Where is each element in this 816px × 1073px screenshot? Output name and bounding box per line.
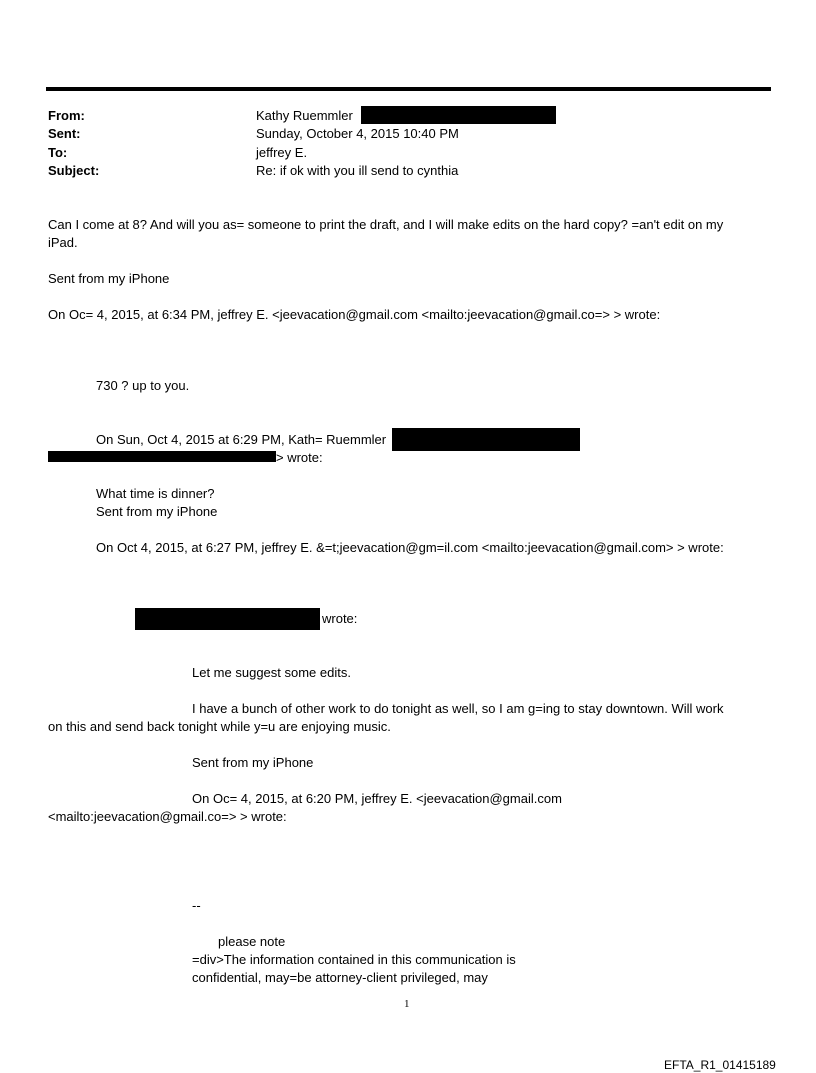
quote-header-4-line2: <mailto:jeevacation@gmail.co=> > wrote: [48, 809, 287, 824]
quote-header-2-line1: On Sun, Oct 4, 2015 at 6:29 PM, Kath= Ruemmler [96, 432, 387, 447]
signature-dash: -- [192, 898, 201, 913]
subject-value: Re: if ok with you ill send to cynthia [256, 163, 459, 178]
subject-label: Subject: [48, 163, 100, 178]
document-id-footer: EFTA_R1_01415189 [664, 1058, 776, 1072]
sent-value: Sunday, October 4, 2015 10:40 PM [256, 126, 459, 141]
disclaimer-line1: =div>The information contained in this communication is [192, 952, 516, 967]
sent-label: Sent: [48, 126, 81, 141]
body-p1-line1: Can I come at 8? And will you as= someone to print the draft, and I will make edits on the hard copy? =an't edit on my [48, 217, 724, 232]
quote-header-redacted-wrote: wrote: [322, 611, 358, 626]
sent-from-iphone-1: Sent from my iPhone [48, 271, 170, 286]
work-tonight-line1: I have a bunch of other work to do tonight as well, so I am g=ing to stay downtown. Will work [192, 701, 724, 716]
reply-730: 730 ? up to you. [96, 378, 190, 393]
suggest-edits-line: Let me suggest some edits. [192, 665, 351, 680]
please-note: please note [218, 934, 286, 949]
work-tonight-line2: on this and send back tonight while y=u are enjoying music. [48, 719, 391, 734]
redaction-sender-name [135, 608, 320, 630]
sent-from-iphone-2: Sent from my iPhone [96, 504, 218, 519]
redaction-ruemmler-email-2 [48, 451, 276, 462]
quote-header-4-line1: On Oc= 4, 2015, at 6:20 PM, jeffrey E. <jeevacation@gmail.com [192, 791, 562, 806]
quote-header-1: On Oc= 4, 2015, at 6:34 PM, jeffrey E. <jeevacation@gmail.com <mailto:jeevacation@gmail.co=> > wrote: [48, 307, 661, 322]
disclaimer-line2: confidential, may=be attorney-client privileged, may [192, 970, 488, 985]
redaction-from-email [361, 106, 556, 124]
page-number: 1 [404, 998, 410, 1010]
header-rule [46, 87, 771, 91]
quote-header-3: On Oct 4, 2015, at 6:27 PM, jeffrey E. &=t;jeevacation@gm=il.com <mailto:jeevacation@gmail.com> > wrote: [96, 540, 724, 555]
from-label: From: [48, 108, 85, 123]
to-value: jeffrey E. [256, 145, 308, 160]
from-value: Kathy Ruemmler [256, 108, 353, 123]
redaction-ruemmler-email-1 [392, 428, 580, 451]
quote-header-2-line2: > wrote: [276, 450, 323, 465]
sent-from-iphone-3: Sent from my iPhone [192, 755, 314, 770]
body-p1-line2: iPad. [48, 235, 78, 250]
dinner-question: What time is dinner? [96, 486, 215, 501]
to-label: To: [48, 145, 68, 160]
